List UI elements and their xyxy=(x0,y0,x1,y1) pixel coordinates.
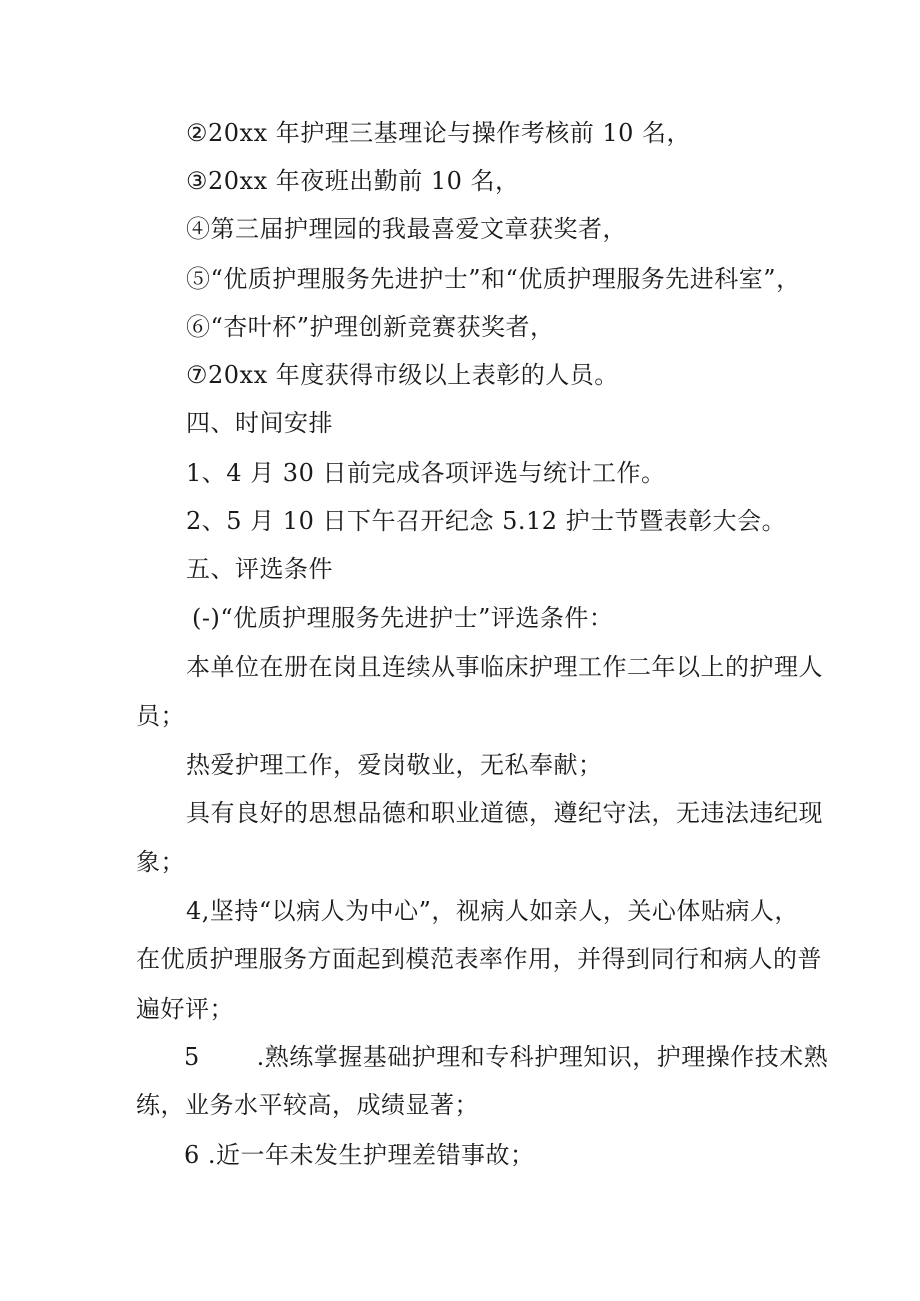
paragraph-line: 6 .近一年未发生护理差错事故； xyxy=(184,1141,535,1169)
paragraph-line: 员； xyxy=(136,702,185,730)
list-item-6: ⑥“杏叶杯”护理创新竞赛获奖者， xyxy=(186,313,555,341)
list-item-7: ⑦20xx 年度获得市级以上表彰的人员。 xyxy=(186,361,619,389)
list-item-3: ③20xx 年夜班出勤前 10 名， xyxy=(186,167,520,195)
section-heading-criteria: 五、评选条件 xyxy=(186,555,333,583)
list-item-5: ⑤“优质护理服务先进护士”和“优质护理服务先进科室”， xyxy=(186,265,801,293)
paragraph-line: 4,坚持“以病人为中心”，视病人如亲人，关心体贴病人， xyxy=(186,897,799,925)
paragraph-line: 在优质护理服务方面起到模范表率作用，并得到同行和病人的普 xyxy=(136,945,822,973)
schedule-item-2: 2、5 月 10 日下午召开纪念 5.12 护士节暨表彰大会。 xyxy=(186,507,787,535)
paragraph-line: 遍好评； xyxy=(136,995,234,1023)
section-heading-schedule: 四、时间安排 xyxy=(186,409,333,437)
paragraph-line: 练，业务水平较高，成绩显著； xyxy=(136,1091,479,1119)
paragraph-line: 5 .熟练掌握基础护理和专科护理知识，护理操作技术熟 xyxy=(184,1043,829,1071)
paragraph-line: 具有良好的思想品德和职业道德，遵纪守法，无违法违纪现 xyxy=(186,799,823,827)
list-item-4: ④第三届护理园的我最喜爱文章获奖者， xyxy=(186,215,627,243)
paragraph-line: 本单位在册在岗且连续从事临床护理工作二年以上的护理人 xyxy=(186,653,823,681)
paragraph-line: 象； xyxy=(136,848,185,876)
schedule-item-1: 1、4 月 30 日前完成各项评选与统计工作。 xyxy=(186,459,666,487)
subsection-heading-nurse-criteria: (-)“优质护理服务先进护士”评选条件： xyxy=(192,604,614,632)
paragraph-line: 热爱护理工作，爱岗敬业，无私奉献； xyxy=(186,751,603,779)
list-item-2: ②20xx 年护理三基理论与操作考核前 10 名， xyxy=(186,119,692,147)
